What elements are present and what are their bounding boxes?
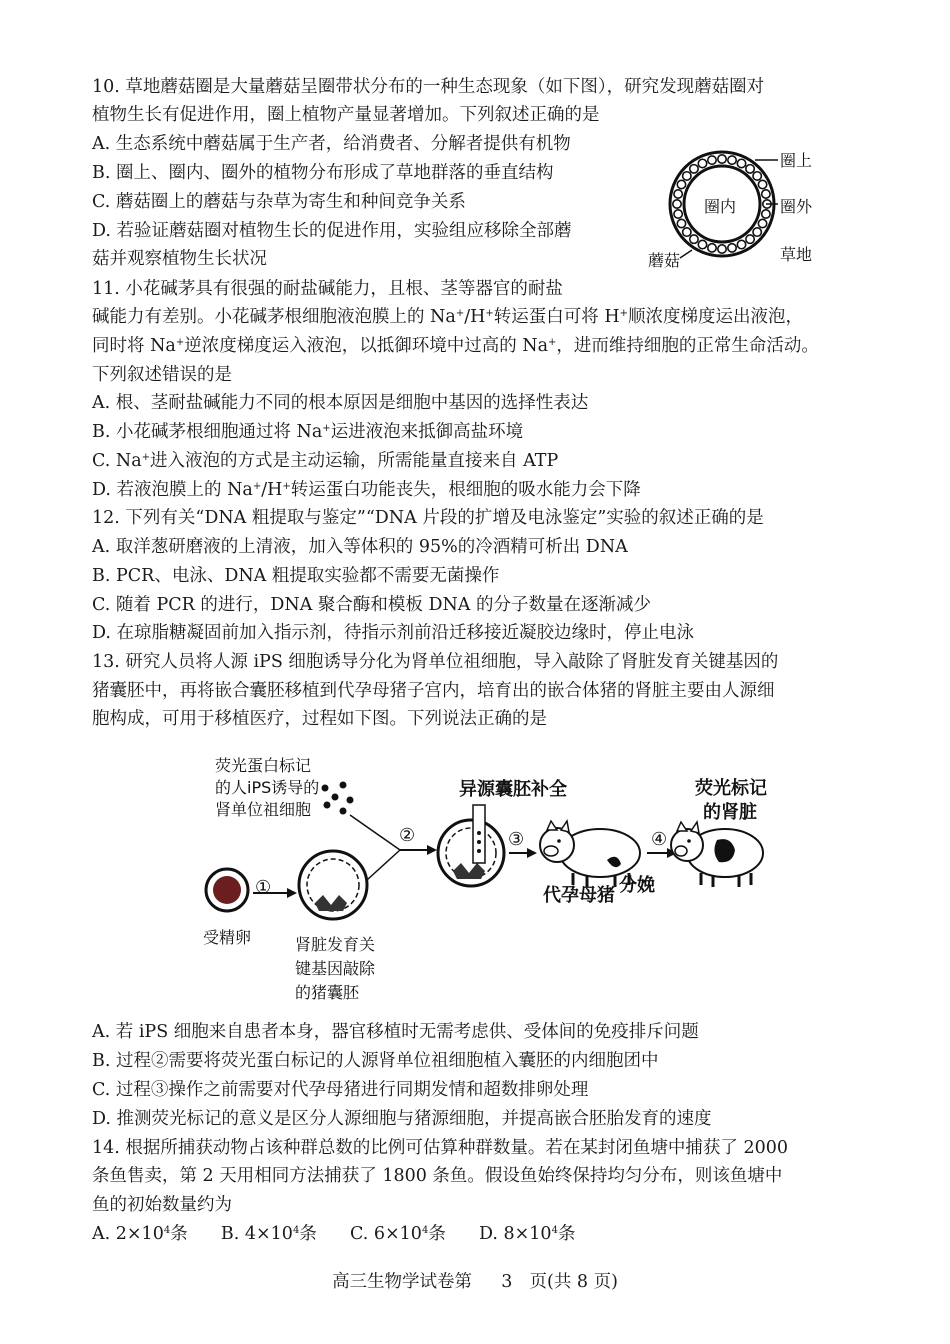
mushroom-dot bbox=[698, 159, 706, 167]
q13-stem-line1: 13. 研究人员将人源 iPS 细胞诱导分化为肾单位祖细胞，导入敲除了肾脏发育关键基因的 bbox=[92, 652, 779, 672]
q11-stem-line4: 下列叙述错误的是 bbox=[92, 365, 232, 385]
arrow-step2-head bbox=[427, 845, 437, 855]
q13-option-c: C. 过程③操作之前需要对代孕母猪进行同期发情和超数排卵处理 bbox=[92, 1080, 589, 1100]
line-blast-to-step2 bbox=[367, 850, 400, 880]
label-surrogate-sow: 代孕母猪 bbox=[543, 885, 615, 906]
mushroom-dot bbox=[753, 228, 761, 236]
line-ips-to-step2 bbox=[350, 815, 400, 850]
q13-option-d: D. 推测荧光标记的意义是区分人源细胞与猪源细胞，并提高嵌合胚胎发育的速度 bbox=[92, 1109, 712, 1129]
label-grassland: 草地 bbox=[780, 245, 813, 264]
q13-stem-line3: 胞构成，可用于移植医疗，过程如下图。下列说法正确的是 bbox=[92, 709, 547, 729]
mushroom-dot bbox=[708, 244, 716, 252]
mushroom-dot bbox=[677, 219, 685, 227]
mushroom-dot bbox=[683, 172, 691, 180]
label-knockout-blastocyst: 肾脏发育关 键基因敲除 的猪囊胚 bbox=[295, 935, 376, 1002]
mushroom-dot bbox=[728, 156, 736, 164]
mushroom-dot bbox=[674, 210, 682, 218]
q12-option-c: C. 随着 PCR 的进行，DNA 聚合酶和模板 DNA 的分子数量在逐渐减少 bbox=[92, 595, 652, 615]
mushroom-dot bbox=[728, 244, 736, 252]
q10-stem-line2: 植物生长有促进作用，圈上植物产量显著增加。下列叙述正确的是 bbox=[92, 105, 600, 125]
mushroom-dot bbox=[673, 200, 681, 208]
footer-right-text: 页(共 8 页) bbox=[529, 1272, 618, 1292]
q10-option-a: A. 生态系统中蘑菇属于生产者，给消费者、分解者提供有机物 bbox=[92, 134, 571, 154]
q14-option-c: C. $6\times 10^4$条 bbox=[349, 1224, 446, 1244]
q12-option-d: D. 在琼脂糖凝固前加入指示剂，待指示剂前沿迁移接近凝胶边缘时，停止电泳 bbox=[92, 623, 695, 643]
mushroom-dot bbox=[762, 210, 770, 218]
mushroom-dot bbox=[737, 240, 745, 248]
q10-option-d-line1: D. 若验证蘑菇圈对植物生长的促进作用，实验组应移除全部蘑 bbox=[92, 221, 572, 241]
q13-option-b: B. 过程②需要将荧光蛋白标记的人源肾单位祖细胞植入囊胚的内细胞团中 bbox=[92, 1051, 659, 1071]
q10-stem-line1: 10. 草地蘑菇圈是大量蘑菇呈圈带状分布的一种生态现象（如下图），研究发现蘑菇圈对 bbox=[92, 77, 765, 97]
q14-option-b: B. $4\times 10^4$条 bbox=[220, 1224, 317, 1244]
label-step3: ③ bbox=[508, 829, 525, 850]
q10-option-b: B. 圈上、圈内、圈外的植物分布形成了草地群落的垂直结构 bbox=[92, 163, 554, 183]
q11-option-c: C. Na+进入液泡的方式是主动运输，所需能量直接来自 ATP bbox=[92, 451, 559, 471]
mushroom-dot bbox=[737, 159, 745, 167]
q12-option-b: B. PCR、电泳、DNA 粗提取实验都不需要无菌操作 bbox=[92, 566, 500, 586]
label-birth: 分娩 bbox=[619, 875, 655, 896]
label-zygote: 受精卵 bbox=[203, 928, 252, 947]
label-ring-on: 圈上 bbox=[780, 151, 813, 170]
ips-cell-dots bbox=[322, 782, 354, 815]
q12-stem: 12. 下列有关“DNA 粗提取与鉴定”“DNA 片段的扩增及电泳鉴定”实验的叙述正确的是 bbox=[92, 508, 764, 528]
q13-option-a: A. 若 iPS 细胞来自患者本身，器官移植时无需考虑供、受体间的免疫排斥问题 bbox=[92, 1022, 699, 1042]
q11-option-a: A. 根、茎耐盐碱能力不同的根本原因是细胞中基因的选择性表达 bbox=[92, 393, 589, 413]
q11-option-b: B. 小花碱茅根细胞通过将 Na+运进液泡来抵御高盐环境 bbox=[92, 422, 524, 442]
mushroom-dot bbox=[690, 165, 698, 173]
q12-option-a: A. 取洋葱研磨液的上清液，加入等体积的 95%的冷酒精可析出 DNA bbox=[92, 537, 628, 557]
label-complementation: 异源囊胚补全 bbox=[459, 779, 567, 800]
label-ring-out: 圈外 bbox=[780, 197, 813, 216]
mushroom-dot bbox=[762, 190, 770, 198]
q10-option-c: C. 蘑菇圈上的蘑菇与杂草为寄生和种间竞争关系 bbox=[92, 192, 466, 212]
arrow-step1-head bbox=[287, 888, 297, 898]
mushroom-dot bbox=[677, 180, 685, 188]
q11-option-d: D. 若液泡膜上的 Na+/H+转运蛋白功能丧失，根细胞的吸水能力会下降 bbox=[92, 480, 641, 500]
mushroom-dot bbox=[674, 190, 682, 198]
q11-stem-line2: 碱能力有差别。小花碱茅根细胞液泡膜上的 Na+/H+转运蛋白可将 H+顺浓度梯度运出液泡， bbox=[92, 307, 803, 327]
mushroom-dot bbox=[746, 165, 754, 173]
mushroom-dot bbox=[758, 180, 766, 188]
label-ips-cells: 荧光蛋白标记 的人iPS诱导的 肾单位祖细胞 bbox=[215, 756, 320, 819]
q11-stem-line1: 11. 小花碱茅具有很强的耐盐碱能力，且根、茎等器官的耐盐 bbox=[92, 279, 563, 299]
arrow-step3-head bbox=[527, 848, 537, 858]
q14-option-a: A. $2\times 10^4$条 bbox=[92, 1224, 188, 1244]
footer-page-number: 3 bbox=[501, 1272, 513, 1292]
label-step2: ② bbox=[399, 825, 416, 846]
label-ring-in: 圈内 bbox=[704, 197, 737, 216]
mushroom-dot bbox=[718, 155, 726, 163]
pointer-line-mushroom bbox=[680, 250, 692, 258]
label-mushroom: 蘑菇 bbox=[648, 251, 681, 270]
chimera-process-figure bbox=[195, 745, 785, 1010]
footer-left-text: 高三生物学试卷第 bbox=[332, 1272, 473, 1292]
label-fluorescent-kidney: 荧光标记 的肾脏 bbox=[695, 778, 767, 823]
q11-stem-line3: 同时将 Na+逆浓度梯度运入液泡，以抵御环境中过高的 Na+，进而维持细胞的正常生命活动。 bbox=[92, 336, 819, 356]
pipette-cells bbox=[477, 831, 481, 853]
q10-option-d-line2: 菇并观察植物生长状况 bbox=[92, 249, 267, 269]
q14-stem-line1: 14. 根据所捕获动物占该种群总数的比例可估算种群数量。若在某封闭鱼塘中捕获了 2000 bbox=[92, 1138, 788, 1158]
mushroom-ring-figure bbox=[640, 140, 840, 270]
q14-option-d: D. $8\times 10^4$条 bbox=[478, 1224, 576, 1244]
mushroom-dot bbox=[690, 235, 698, 243]
q14-stem-line2: 条鱼售卖，第 2 天用相同方法捕获了 1800 条鱼。假设鱼始终保持均匀分布，则该鱼塘中 bbox=[92, 1166, 783, 1186]
q14-stem-line3: 鱼的初始数量约为 bbox=[92, 1195, 232, 1215]
zygote-core bbox=[213, 876, 241, 904]
page-footer bbox=[0, 1268, 950, 1293]
label-step1: ① bbox=[255, 877, 272, 898]
mushroom-dot bbox=[698, 240, 706, 248]
q14-options bbox=[92, 1223, 575, 1245]
mushroom-dot bbox=[708, 156, 716, 164]
mushroom-dot bbox=[753, 172, 761, 180]
chimeric-pig-icon bbox=[671, 822, 763, 887]
q13-stem-line2: 猪囊胚中，再将嵌合囊胚移植到代孕母猪子宫内，培育出的嵌合体猪的肾脏主要由人源细 bbox=[92, 681, 775, 701]
mushroom-dot bbox=[683, 228, 691, 236]
label-step4: ④ bbox=[651, 829, 668, 850]
mushroom-dot bbox=[758, 219, 766, 227]
mushroom-dot bbox=[746, 235, 754, 243]
mushroom-dot bbox=[718, 245, 726, 253]
